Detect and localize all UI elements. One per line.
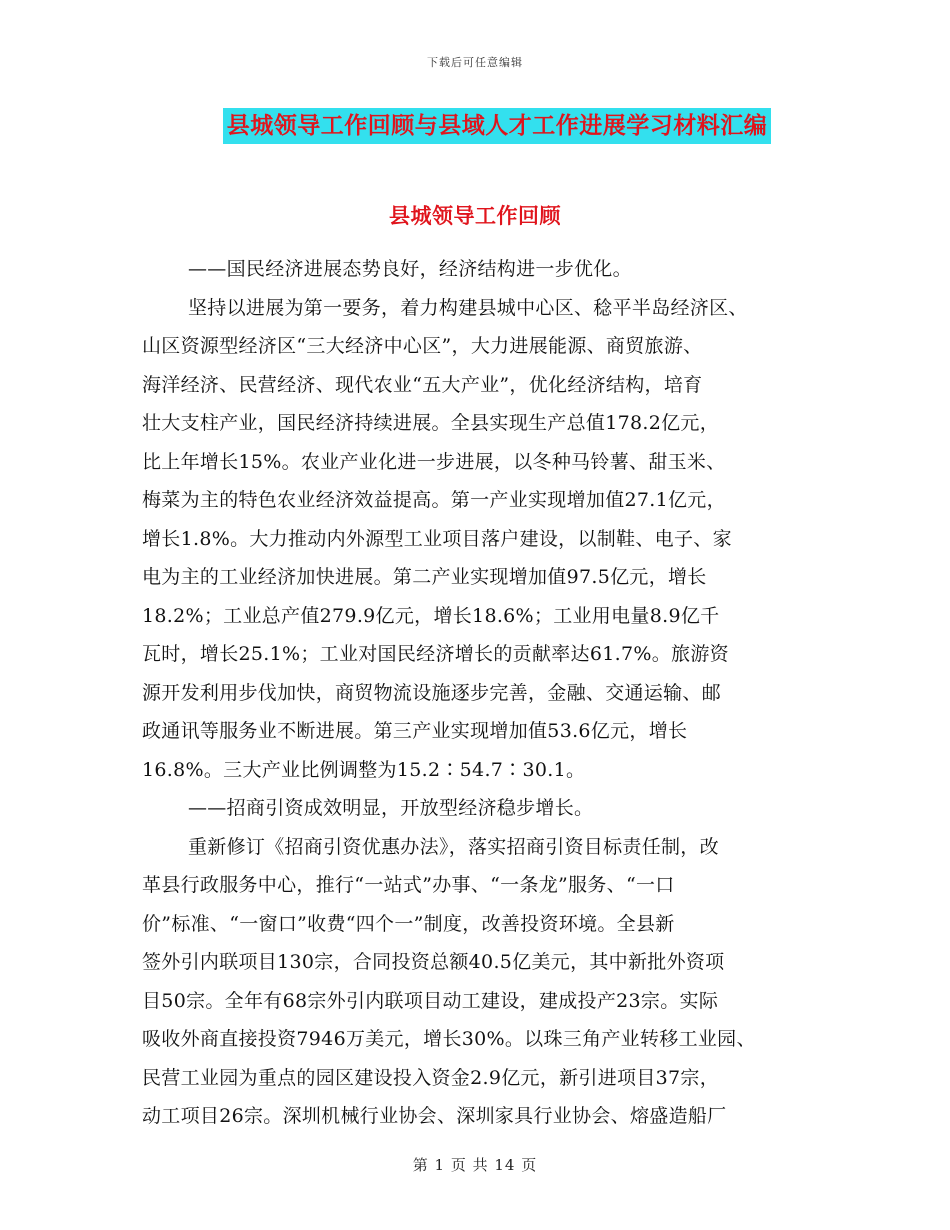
page-footer: 第 1 页 共 14 页 <box>412 1156 538 1174</box>
section-title: 县城领导工作回顾 <box>389 204 561 228</box>
paragraph-line: 比上年增长15%。农业产业化进一步进展，以冬种马铃薯、甜玉米、 <box>142 450 726 473</box>
paragraph-line: 山区资源型经济区“三大经济中心区”，大力进展能源、商贸旅游、 <box>142 335 703 357</box>
paragraph-line: 重新修订《招商引资优惠办法》，落实招商引资目标责任制，改 <box>188 835 719 858</box>
paragraph-line: 壮大支柱产业，国民经济持续进展。全县实现生产总值178.2亿元， <box>142 412 719 434</box>
paragraph-line: 源开发利用步伐加快，商贸物流设施逐步完善，金融、交通运输、邮 <box>142 681 722 704</box>
paragraph-line: 价”标准、“一窗口”收费“四个一”制度，改善投资环境。全县新 <box>142 912 675 935</box>
paragraph-line: 革县行政服务中心，推行“一站式”办事、“一条龙”服务、“一口 <box>142 874 675 896</box>
paragraph-line: 电为主的工业经济加快进展。第二产业实现增加值97.5亿元，增长 <box>142 566 707 588</box>
paragraph-line: 海洋经济、民营经济、现代农业“五大产业”，优化经济结构，培育 <box>142 373 703 396</box>
paragraph-line: 16.8%。三大产业比例调整为15.2∶54.7∶30.1。 <box>142 758 586 781</box>
paragraph-line: 民营工业园为重点的园区建设投入资金2.9亿元，新引进项目37宗， <box>142 1066 719 1089</box>
paragraph-line: 目50宗。全年有68宗外引内联项目动工建设，建成投产23宗。实际 <box>142 989 719 1012</box>
subheading-line: ——招商引资成效明显，开放型经济稳步增长。 <box>188 797 594 819</box>
paragraph-line: 坚持以进展为第一要务，着力构建县城中心区、稔平半岛经济区、 <box>188 296 748 319</box>
paragraph-line: 政通讯等服务业不断进展。第三产业实现增加值53.6亿元，增长 <box>142 720 688 742</box>
paragraph-line: 增长1.8%。大力推动内外源型工业项目落户建设，以制鞋、电子、家 <box>142 527 732 550</box>
subheading-line: ——国民经济进展态势良好，经济结构进一步优化。 <box>188 258 632 280</box>
main-title: 县城领导工作回顾与县域人才工作进展学习材料汇编 <box>223 108 772 144</box>
paragraph-line: 吸收外商直接投资7946万美元，增长30%。以珠三角产业转移工业园、 <box>142 1028 756 1050</box>
body-text <box>142 250 832 1136</box>
paragraph-line: 签外引内联项目130宗，合同投资总额40.5亿美元，其中新批外资项 <box>142 951 725 973</box>
main-title-wrap <box>0 108 950 144</box>
paragraph-line: 18.2%；工业总产值279.9亿元，增长18.6%；工业用电量8.9亿千 <box>142 604 720 627</box>
paragraph-line: 动工项目26宗。深圳机械行业协会、深圳家具行业协会、熔盛造船厂 <box>142 1105 727 1127</box>
header-note: 下载后可任意编辑 <box>427 56 523 69</box>
paragraph-line: 梅菜为主的特色农业经济效益提高。第一产业实现增加值27.1亿元， <box>142 489 726 511</box>
paragraph-line: 瓦时，增长25.1%；工业对国民经济增长的贡献率达61.7%。旅游资 <box>142 643 729 665</box>
